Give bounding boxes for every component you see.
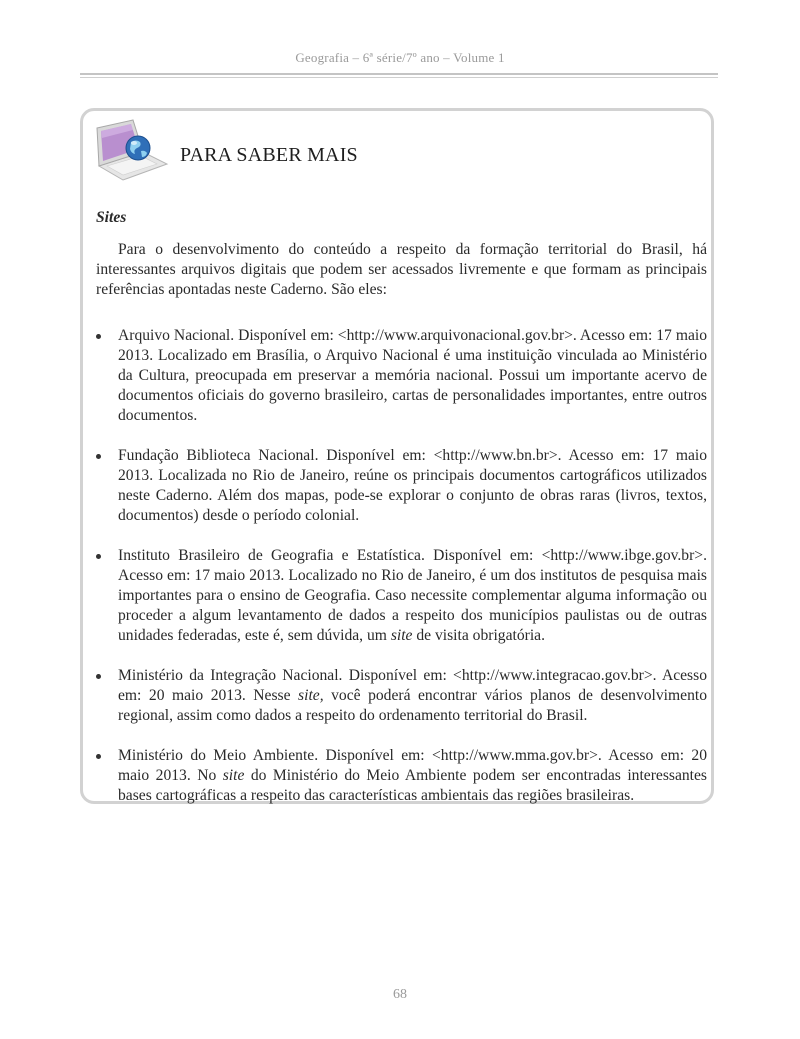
list-item-text: Ministério do Meio Ambiente. Disponível em: <http://www.mma.gov.br>. Acesso em: 20 maio 2013. No xyxy=(118,747,707,784)
header-rule-bottom xyxy=(80,77,718,78)
section-title: Sites xyxy=(96,209,127,226)
intro-paragraph: Para o desenvolvimento do conteúdo a respeito da formação territorial do Brasil, há interessantes arquivos digitais que podem ser acessados livremente e que formam as principais referências apontadas neste Caderno. São eles: xyxy=(96,241,707,298)
list-item-text: Instituto Brasileiro de Geografia e Estatística. Disponível em: <http://www.ibge.gov.br>. Acesso em: 17 maio 2013. Localizado no Rio de Janeiro, é um dos institutos de pesquisa mais importantes para o ensino de Geografia. Caso necessite complementar alguma informação ou proceder a algum levantamento de dados a respeito dos municípios paulistas ou de outras unidades federadas, este é, sem dúvida, um xyxy=(118,547,707,644)
list-item-italic: site xyxy=(390,627,413,644)
bullet-icon xyxy=(96,674,101,679)
bullet-icon xyxy=(96,754,101,759)
laptop-globe-icon xyxy=(93,118,169,186)
page-number: 68 xyxy=(393,987,407,1002)
list-item-text: Arquivo Nacional. Disponível em: <http://www.arquivonacional.gov.br>. Acesso em: 17 maio 2013. Localizado em Brasília, o Arquivo Nacional é uma instituição vinculada ao Ministério da Cultura, preocupada em preservar a memória nacional. Possui um importante acervo de documentos oficiais do governo brasileiro, cartas de personalidades importantes, entre outros documentos. xyxy=(118,327,707,424)
list-item xyxy=(96,546,707,646)
list-item-text: do Ministério do Meio Ambiente podem ser encontradas interessantes bases cartográficas a respeito das características ambientais das regiões brasileiras. xyxy=(118,767,707,804)
bullet-icon xyxy=(96,554,101,559)
running-header: Geografia – 6ª série/7º ano – Volume 1 xyxy=(295,50,505,65)
list-item-text: Ministério da Integração Nacional. Disponível em: <http://www.integracao.gov.br>. Acesso em: 20 maio 2013. Nesse xyxy=(118,667,707,704)
list-item-text: você poderá encontrar vários planos de desenvolvimento regional, assim como dados a respeito do ordenamento territorial do Brasil. xyxy=(118,687,707,724)
box-content xyxy=(96,208,707,826)
header-rule-top xyxy=(80,73,718,75)
list-item xyxy=(96,326,707,426)
bullet-icon xyxy=(96,334,101,339)
list-item-italic: site, xyxy=(298,687,324,704)
list-item xyxy=(96,746,707,806)
list-item xyxy=(96,446,707,526)
list-item-text: de visita obrigatória. xyxy=(412,627,545,644)
box-title: PARA SABER MAIS xyxy=(180,144,358,166)
list-item-italic: site xyxy=(222,767,245,784)
list-item xyxy=(96,666,707,726)
sites-list xyxy=(96,326,707,806)
list-item-text: Fundação Biblioteca Nacional. Disponível em: <http://www.bn.br>. Acesso em: 17 maio 2013. Localizada no Rio de Janeiro, reúne os principais documentos cartográficos utilizados neste Caderno. Além dos mapas, pode-se explorar o conjunto de obras raras (livros, textos, documentos) desde o período colonial. xyxy=(118,447,707,524)
bullet-icon xyxy=(96,454,101,459)
